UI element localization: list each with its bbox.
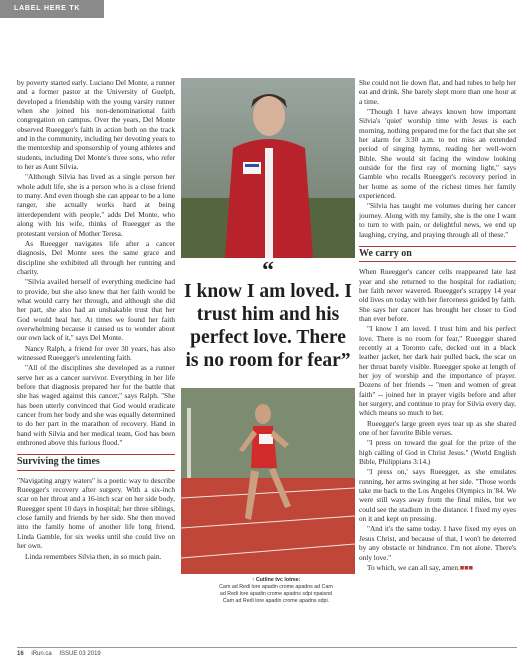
section-banner: LABEL HERE TK (0, 0, 104, 18)
paragraph: "And it's the same today. I have fixed my eyes on Jesus Christ, and because of that, I won't be deterred by any obstacle or hindrance. I'm not alone. There's only love." (359, 524, 516, 562)
pull-quote (183, 258, 353, 372)
publication-site: iRun.ca (31, 651, 52, 657)
issue-label: ISSUE 03 2019 (59, 651, 101, 657)
end-mark-icon: ■■■ (459, 562, 474, 572)
paragraph: "I press on,' says Rueegger, as she emulates running, her arms swinging at her side. "Those words take me back to the Los Angeles Olympics in '84. We were still ways away from the final miles, but we could see the stadium in the distance. I fixed my eyes on it and kept on pressing. (359, 467, 516, 524)
paragraph: "Silvia availed herself of everything medicine had to provide, but she also knew that her faith would be what would carry her through, and although she did her part, she also had an unshakable trust that her God would heal her. At times we found her faith overwhelming because it caused us to wonder about our own lack of it," says Del Monte. (17, 277, 175, 343)
paragraph: She could not lie down flat, and had tubes to help her eat and drink. She barely slept more than one hour at a time. (359, 78, 516, 106)
paragraph: As Rueegger navigates life after a cancer diagnosis, Del Monte sees the same grace and discipline she exhibited all through her running and charity. (17, 238, 175, 276)
page-footer (17, 647, 517, 660)
photo-caption (216, 577, 336, 605)
arrow-up-icon: ↑ (251, 577, 255, 583)
pull-quote-text: I know I am loved. I trust him and his perfect love. There is no room for fear” (184, 281, 352, 371)
paragraph: Nancy Ralph, a friend for over 30 years, has also witnessed Rueegger's unrelenting faith. (17, 343, 175, 362)
left-column (17, 78, 175, 562)
paragraph: "I know I am loved. I trust him and his perfect love. There is no room for fear," Rueegger shared recently at a Toronto cafe, decked out in a black leather jacket, her dark hair pulled back, the scar on her throat barely visible. Rueegger spoke at length of her joy of worship and the importance of prayer. Dozens of her friends -- "men and women of great faith" -- joined her in prayer vigils before and after her surgery, and continue to pray for Silvia every day, which means so much to her. (359, 324, 516, 418)
paragraph: by poverty started early. Luciano Del Monte, a runner and a former pastor at the University of Guelph, developed a friendship with the young varsity runner when she joined his non-denominational faith congregation on campus. Over the years, Del Monte observed Rueegger's faith in action both on the track and in the community, including her devoting years to the mentorship and sponsorship of young athletes and students, including Del Monte's three sons, who refer to her as Aunt Silvia. (17, 78, 175, 172)
paragraph: "Though I have always known how important Silvia's 'quiet' worship time with Jesus is each morning, nothing prepared me for the fact that she set her alarm for 3:30 a.m. to not miss an extended period of singing hymns, reading her well-worn Bible. She would sit facing the window looking outside for the first ray of morning light," says Gamble who recalls Rueegger's recovery period in her home as some of the richest times her family experienced. (359, 107, 516, 201)
caption-title: Cutline tvc lotme: (255, 577, 301, 583)
paragraph: Linda remembers Silvia then, in so much pain. (25, 551, 162, 561)
closing-text: To which, we can all say, amen. (367, 562, 460, 572)
section-subhead: We carry on (359, 246, 516, 262)
quote-mark-icon: “ (262, 258, 274, 284)
paragraph: "Silvia has taught me volumes during her cancer journey. Along with my family, she is the one I want to turn to with pain, or delightful news, we end up laughing, crying, and praying through all of these." (359, 201, 516, 239)
section-subhead: Surviving the times (17, 454, 175, 470)
paragraph: Rueegger's large green eyes tear up as she shared one of her favorite Bible verses. (359, 418, 516, 438)
right-column (359, 78, 516, 573)
page-number: 16 (17, 651, 24, 657)
paragraph: When Rueegger's cancer cells reappeared late last year and she returned to the hospital for radiation; her faith never wavered. Rueegger's scrappy 14 year old lives on today with her fierceness guided by faith. She says her cancer has brought her closer to God than ever before. (359, 267, 516, 323)
paragraph: "I press on toward the goal for the prize of the high calling of God in Christ Jesus." (World English Bible, Philippians 3:14.) (359, 438, 516, 467)
paragraph: "Navigating angry waters" is a poetic way to describe Rueegger's recovery after surgery. With a six-inch scar on her throat and a 16-inch scar on her side body, Rueegger spent 10 days in hospital; her three siblings, close family and friends by her side. She then moved into the family home of another life long friend, Linda Gamble, for six weeks until she could live on her own. (17, 475, 175, 551)
closing-paragraph (359, 563, 516, 572)
paragraph: "Although Silvia has lived as a single person her whole adult life, she is a person who is a close friend to many. And even though she can appear to be a lone ranger, she actually works hard at being interdependent with people," adds Del Monte, who along with his wife, thinks of Rueegger as the protestant version of Mother Teresa. (17, 172, 175, 238)
caption-body: Cam ad Redi lore apadin crome apadns ad Cam ad Redi lore apadin crome apadns sdpi npaisnd Cam ad Redi lore apadin crome apadns sdpi. (219, 584, 333, 604)
paragraph: "All of the disciplines she developed as a runner serve her as a cancer survivor. Everything in her life before that diagnosis prepared her for the battle that she has waged against this cancer," says Ralph. "She has been utterly convinced that God would eradicate cancer from her body and she was equally determined to do her part in the marathon of recovery. Hand in hand with Silvia and her medical team, God has been enthroned above this furious flood." (17, 363, 175, 448)
